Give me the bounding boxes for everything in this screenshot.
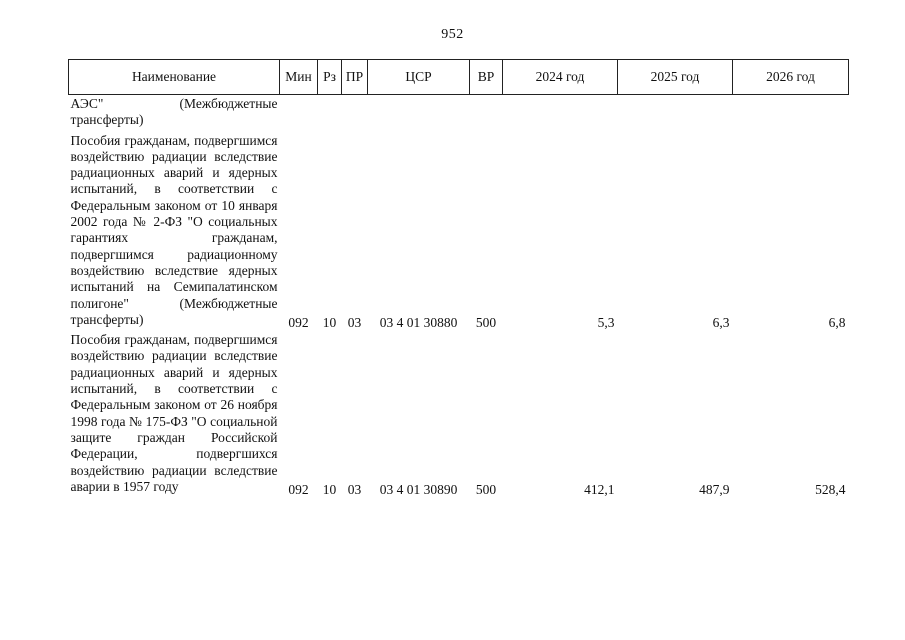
row-rz: 10	[322, 314, 337, 330]
row-csr: 03 4 01 30890	[379, 481, 458, 497]
table-row	[69, 95, 849, 132]
row-2024	[503, 95, 618, 132]
row-rz: 10	[322, 481, 337, 497]
row-pr: 03	[347, 314, 362, 330]
header-rz: Рз	[318, 60, 342, 95]
table-row	[69, 331, 849, 498]
page-number: 952	[441, 27, 464, 42]
header-min: Мин	[280, 60, 318, 95]
header-2026: 2026 год	[733, 60, 849, 95]
table-row	[69, 132, 849, 332]
row-2024: 5,3	[597, 314, 615, 330]
row-2025: 6,3	[712, 314, 730, 330]
header-name: Наименование	[69, 60, 280, 95]
row-vr	[470, 95, 503, 132]
row-pr: 03	[347, 481, 362, 497]
row-2025: 487,9	[699, 481, 730, 497]
table-header-row	[69, 60, 849, 95]
row-rz	[318, 95, 342, 132]
budget-table	[68, 59, 849, 498]
row-2024: 412,1	[584, 481, 615, 497]
row-name: Пособия гражданам, подвергшимся воздействию радиации вследствие радиационных аварий и ядерных испытаний, в соответствии с Федеральным законом от 10 января 2002 года № 2-ФЗ "О социальных гарантиях гражданам, подвергшимся радиационному воздействию вследствие ядерных испытаний на Семипалатинском полигоне" (Межбюджетные трансферты)	[70, 132, 278, 327]
row-min: 092	[288, 314, 309, 330]
row-csr	[368, 95, 470, 132]
header-csr: ЦСР	[368, 60, 470, 95]
row-2026	[733, 95, 849, 132]
row-name: АЭС" (Межбюджетные трансферты)	[70, 96, 278, 128]
row-vr: 500	[475, 481, 497, 497]
row-min: 092	[288, 481, 309, 497]
row-pr	[342, 95, 368, 132]
header-2024: 2024 год	[503, 60, 618, 95]
row-csr: 03 4 01 30880	[379, 314, 458, 330]
header-pr: ПР	[342, 60, 368, 95]
header-vr: ВР	[470, 60, 503, 95]
row-vr: 500	[475, 314, 497, 330]
row-2025	[618, 95, 733, 132]
row-2026: 528,4	[815, 481, 846, 497]
row-name: Пособия гражданам, подвергшимся воздействию радиации вследствие радиационных аварий и ядерных испытаний, в соответствии с Федеральным законом от 26 ноября 1998 года № 175-ФЗ "О социальной защите граждан Российской Федерации, подвергшихся воздействию радиации вследствие аварии в 1957 году	[70, 332, 278, 494]
row-min	[280, 95, 318, 132]
row-2026: 6,8	[828, 314, 846, 330]
header-2025: 2025 год	[618, 60, 733, 95]
